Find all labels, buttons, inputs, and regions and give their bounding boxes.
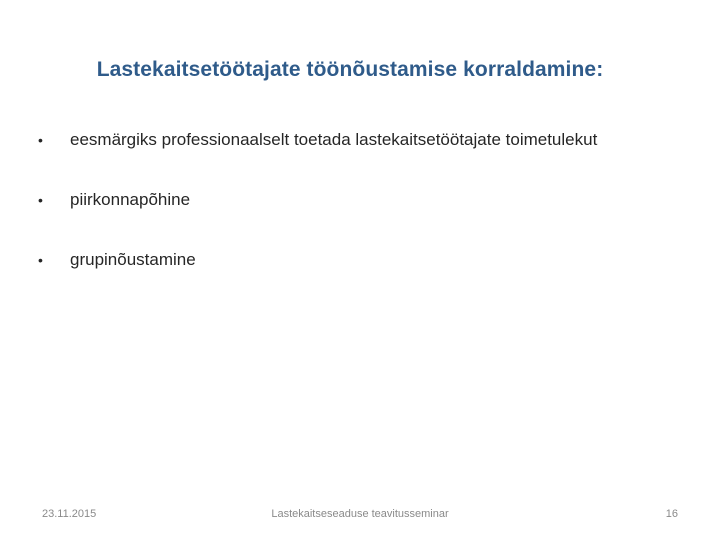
footer-title: Lastekaitseseaduse teavitusseminar — [271, 508, 449, 520]
bullet-item — [38, 250, 698, 310]
bullet-list — [38, 130, 698, 310]
bullet-icon: • — [38, 132, 43, 148]
bullet-icon: • — [38, 192, 43, 208]
bullet-icon: • — [38, 252, 43, 268]
footer-date: 23.11.2015 — [42, 508, 97, 520]
slide-title: Lastekaitsetöötajate töönõustamise korraldamine: — [96, 58, 604, 81]
bullet-item — [38, 190, 698, 250]
bullet-text: eesmärgiks professionaalselt toetada lastekaitsetöötajate toimetulekut — [70, 130, 598, 149]
page-number: 16 — [665, 508, 678, 520]
bullet-text: grupinõustamine — [70, 250, 196, 269]
bullet-text: piirkonnapõhine — [70, 190, 191, 209]
bullet-item — [38, 130, 698, 190]
